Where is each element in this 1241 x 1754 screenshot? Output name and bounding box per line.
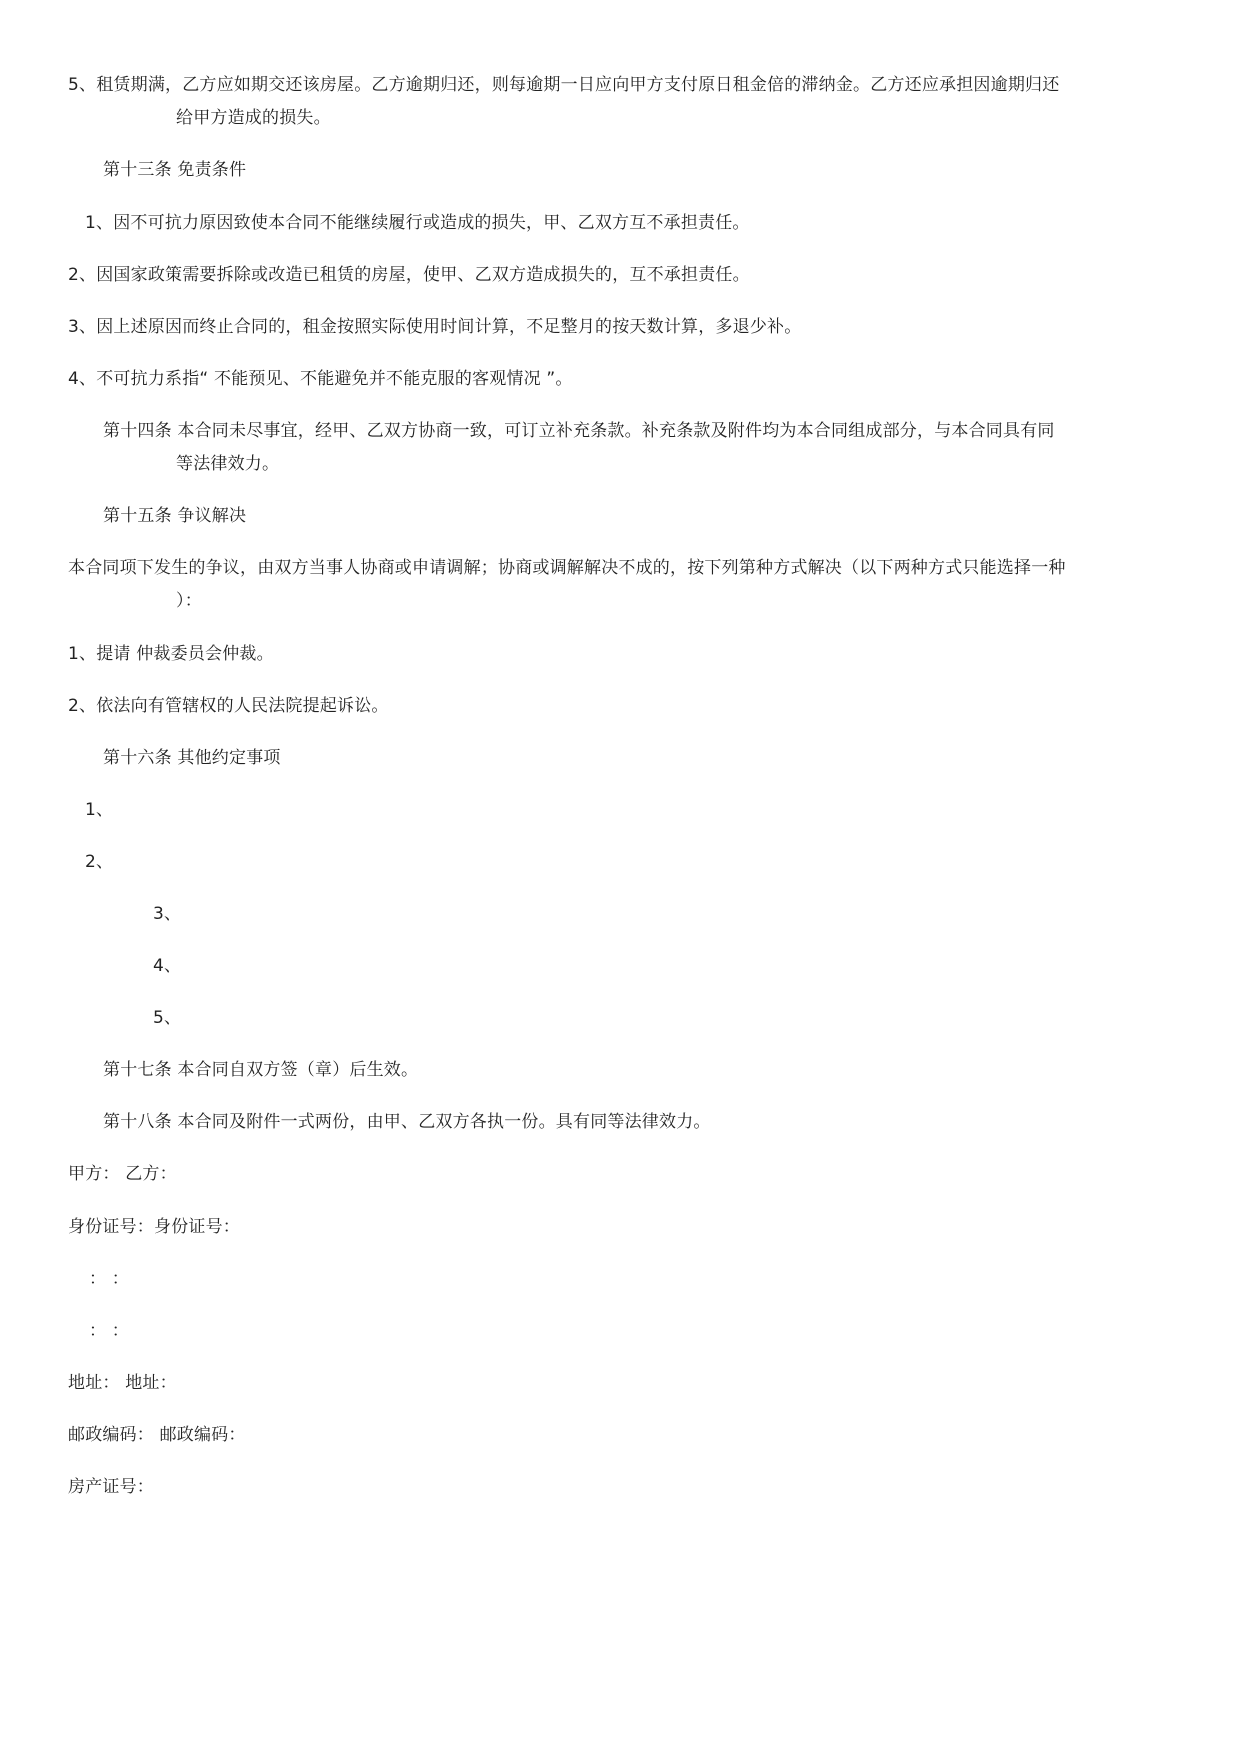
clause-15-option-2: 2、依法向有管辖权的人民法院提起诉讼。 xyxy=(68,696,389,716)
signature-postcode-labels: 邮政编码： 邮政编码： xyxy=(68,1425,246,1445)
clause-13-item-2: 2、因国家政策需要拆除或改造已租赁的房屋，使甲、乙双方造成损失的，互不承担责任。 xyxy=(68,265,750,285)
clause-13-item-3: 3、因上述原因而终止合同的，租金按照实际使用时间计算，不足整月的按天数计算，多退少补。 xyxy=(68,317,802,337)
clause-13-heading: 第十三条 免责条件 xyxy=(103,160,247,180)
clause-15-heading: 第十五条 争议解决 xyxy=(103,506,247,526)
clause-16-item-4: 4、 xyxy=(153,956,182,976)
clause-16-item-5: 5、 xyxy=(153,1008,182,1028)
clause-16-heading: 第十六条 其他约定事项 xyxy=(103,748,281,768)
clause-12-item-5-line-1: 5、租赁期满，乙方应如期交还该房屋。乙方逾期归还，则每逾期一日应向甲方支付原日租金倍的滞纳金。乙方还应承担因逾期归还 xyxy=(68,75,1060,95)
clause-12-item-5-line-2: 给甲方造成的损失。 xyxy=(176,108,331,128)
clause-16-item-2: 2、 xyxy=(85,852,114,872)
signature-id-labels: 身份证号：身份证号： xyxy=(68,1217,240,1237)
clause-16-item-1: 1、 xyxy=(85,800,114,820)
clause-13-item-4: 4、不可抗力系指“ 不能预见、不能避免并不能克服的客观情况 ”。 xyxy=(68,369,573,389)
signature-address-labels: 地址： 地址： xyxy=(68,1373,177,1393)
clause-16-item-3: 3、 xyxy=(153,904,182,924)
clause-14-line-1: 第十四条 本合同未尽事宜，经甲、乙双方协商一致，可订立补充条款。补充条款及附件均为本合同组成部分，与本合同具有同 xyxy=(103,421,1055,441)
clause-15-option-1: 1、提请 仲裁委员会仲裁。 xyxy=(68,644,274,664)
signature-party-labels: 甲方： 乙方： xyxy=(68,1164,177,1184)
clause-14-line-2: 等法律效力。 xyxy=(176,454,280,474)
clause-18: 第十八条 本合同及附件一式两份，由甲、乙双方各执一份。具有同等法律效力。 xyxy=(103,1112,711,1132)
signature-property-cert-label: 房产证号： xyxy=(68,1477,154,1497)
clause-15-body-line-1: 本合同项下发生的争议，由双方当事人协商或申请调解；协商或调解解决不成的，按下列第种方式解决（以下两种方式只能选择一种 xyxy=(68,558,1066,578)
signature-blank-row-2: ： ： xyxy=(89,1321,130,1341)
clause-13-item-1: 1、因不可抗力原因致使本合同不能继续履行或造成的损失，甲、乙双方互不承担责任。 xyxy=(85,213,750,233)
signature-blank-row-1: ： ： xyxy=(89,1269,130,1289)
clause-17: 第十七条 本合同自双方签（章）后生效。 xyxy=(103,1060,419,1080)
clause-15-body-line-2: ）： xyxy=(176,591,202,611)
